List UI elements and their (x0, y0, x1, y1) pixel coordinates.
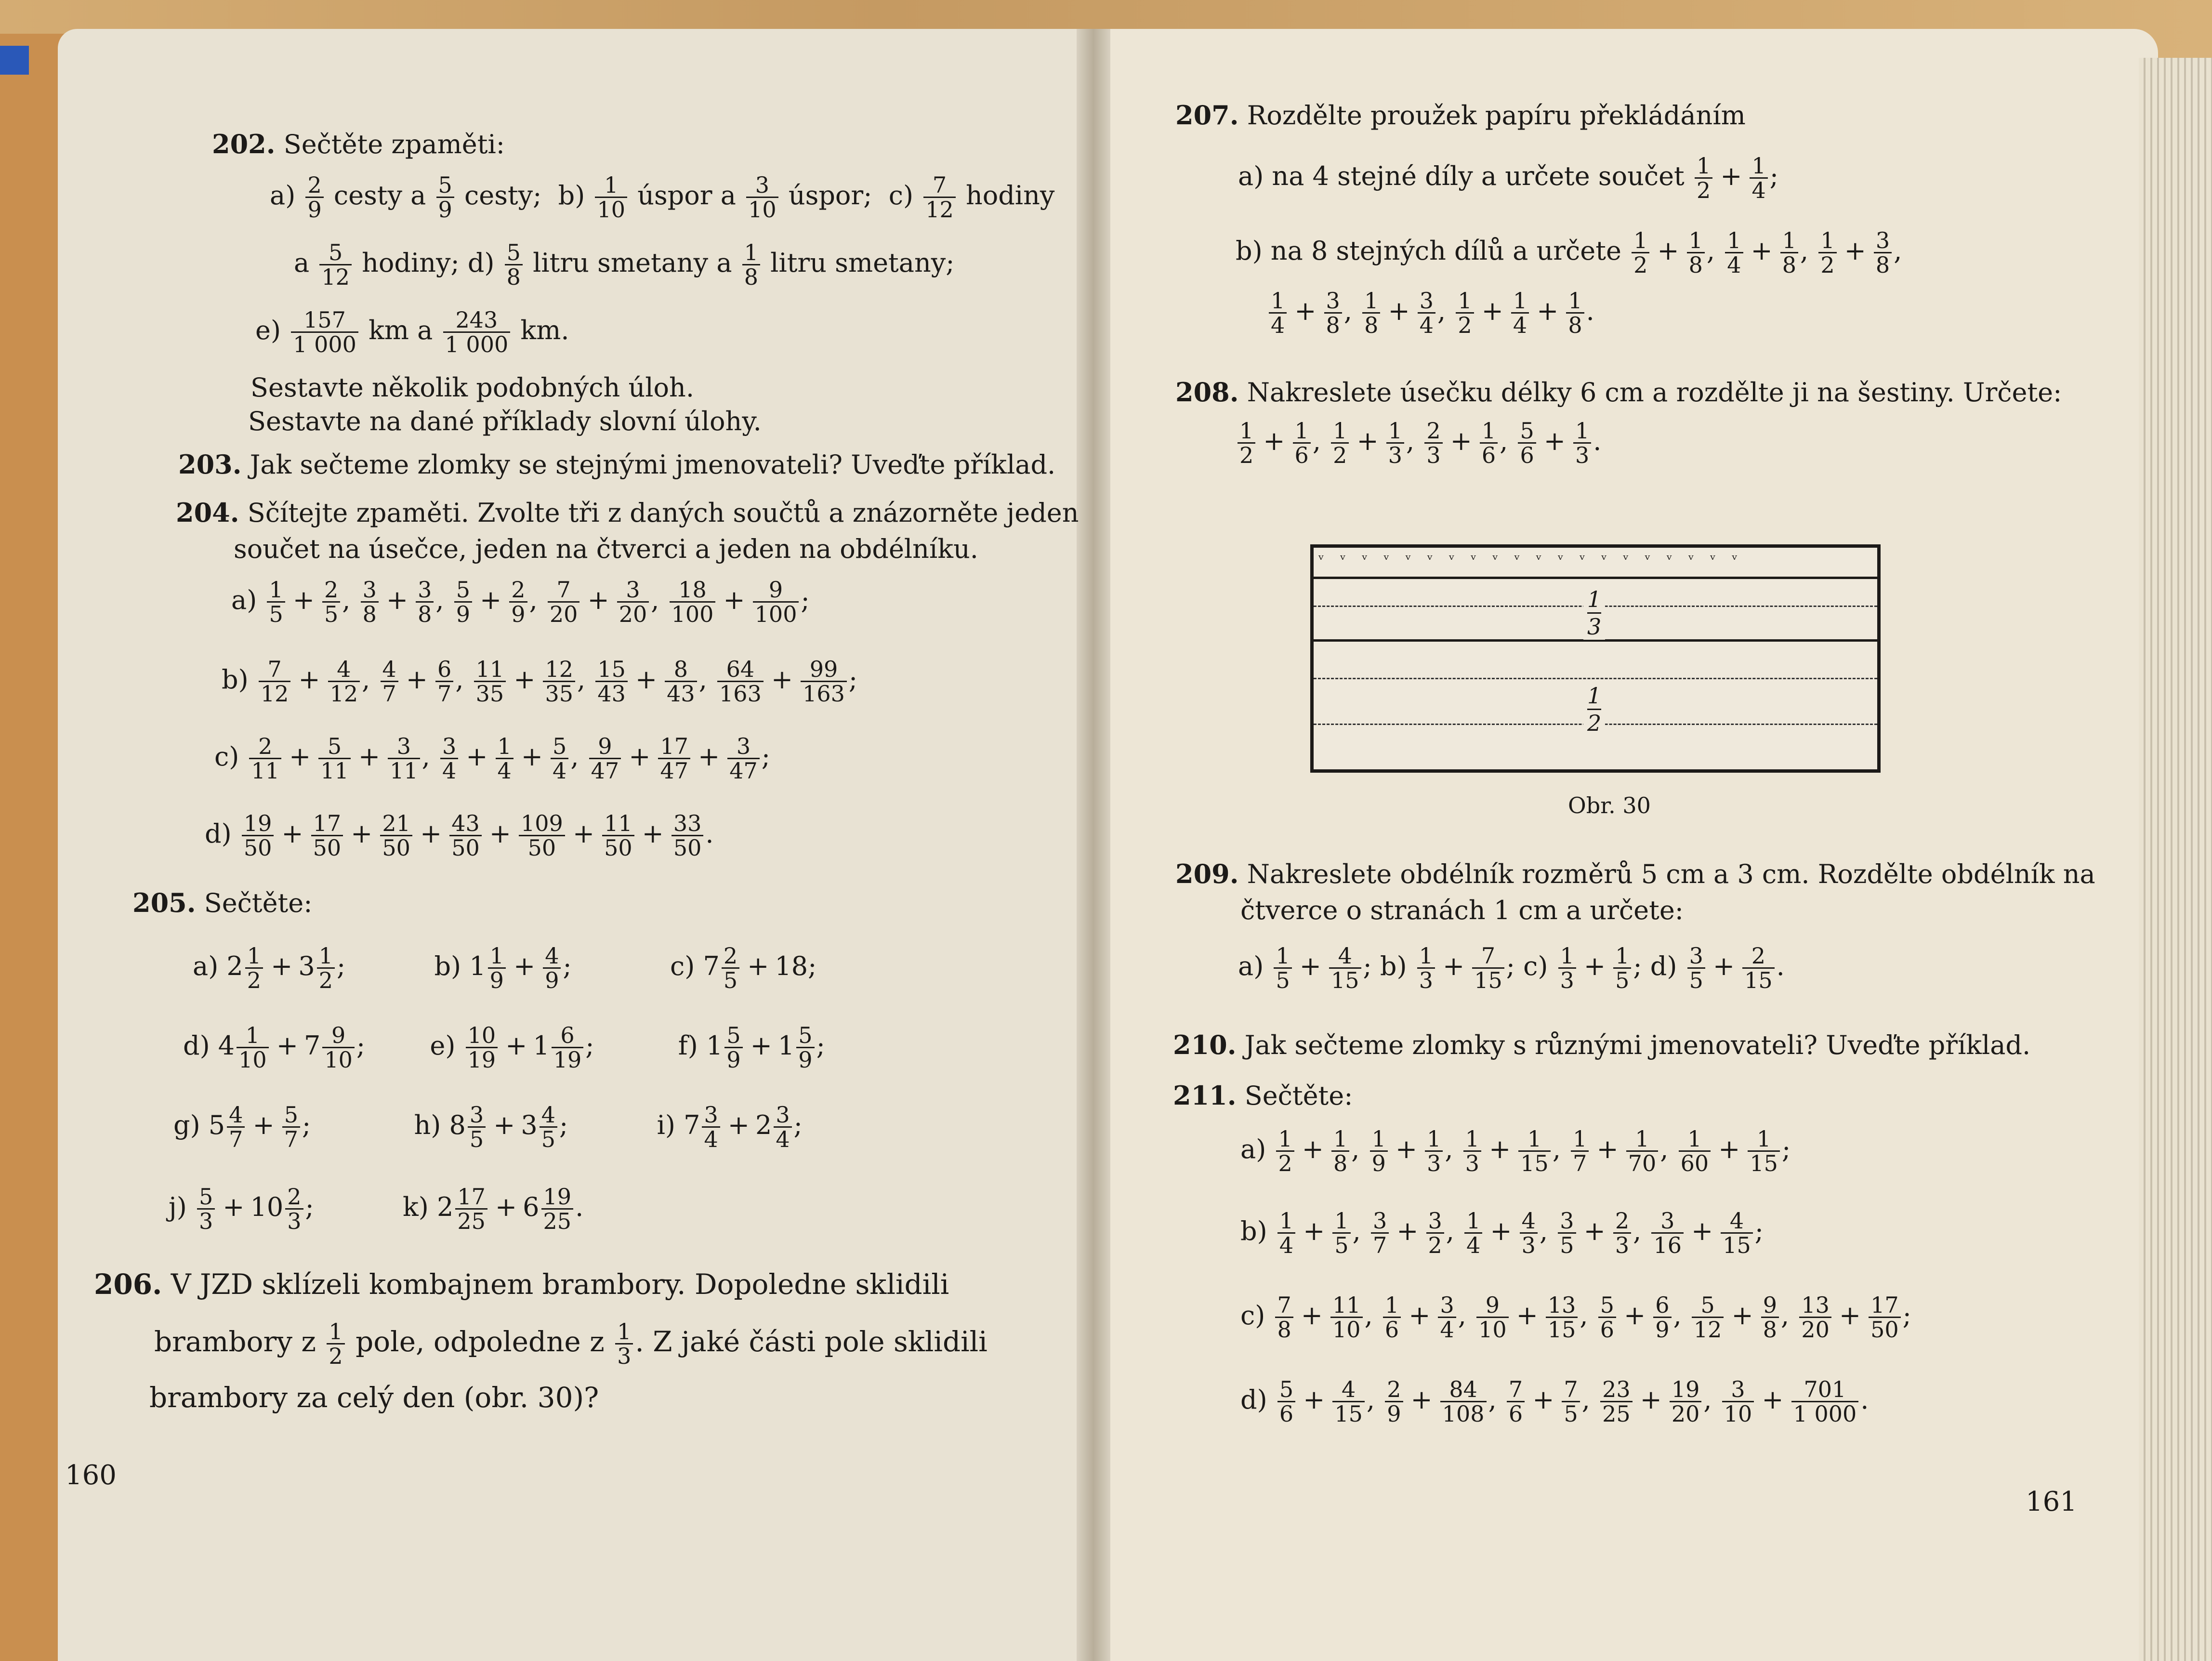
exercise-211-heading: 211. Sečtěte: (1173, 1080, 1353, 1111)
book-cover-edge (0, 34, 67, 1661)
exercise-202-line3: e) $\frac{157}{1 000}$ km a $\frac{243}{1 000}$ km. (255, 307, 569, 358)
exercise-204-d: d) $\frac{19}{50}$ + $\frac{17}{50}$ + $\frac{21}{50}$ + $\frac{43}{50}$ + $\frac{109}{50}$ + $\frac{11}{50}$ + $\frac{33}{50}$ . (205, 810, 714, 861)
exercise-207-b-line1: b) na 8 stejných dílů a určete $\frac{1}{2}$ + $\frac{1}{8}$ , $\frac{1}{4}$ + $\frac{1}{8}$ , $\frac{1}{2}$ + $\frac{3}{8}$ , (1236, 227, 1902, 278)
figure-30-field-diagram (1310, 544, 1881, 773)
exercise-207-heading: 207. Rozdělte proužek papíru překládáním (1175, 100, 1746, 131)
exercise-204-a: a) $\frac{1}{5}$ + $\frac{2}{5}$ , $\frac{3}{8}$ + $\frac{3}{8}$ , $\frac{5}{9}$ + $\frac{2}{9}$ , $\frac{7}{20}$ + $\frac{3}{20}$ , $\frac{18}{100}$ + $\frac{9}{100}$ ; (231, 577, 810, 628)
exercise-204-line1: 204. Sčítejte zpaměti. Zvolte tři z daných součtů a znázorněte jeden (176, 497, 1079, 528)
figure-label-one-half: $\frac{1}{2}$ (1583, 683, 1605, 736)
exercise-211-a: a) $\frac{1}{2}$ + $\frac{1}{8}$ , $\frac{1}{9}$ + $\frac{1}{3}$ , $\frac{1}{3}$ + $\frac{1}{15}$ , $\frac{1}{7}$ + $\frac{1}{70}$ , $\frac{1}{60}$ + $\frac{1}{15}$ ; (1240, 1126, 1791, 1177)
page-number-left: 160 (65, 1460, 117, 1491)
exercise-205-row3: g) 5 $\frac{4}{7}$ + $\frac{5}{7}$ ; h) 8 $\frac{3}{5}$ + 3 $\frac{4}{5}$ ; i) 7 $\frac{3}{4}$ + 2 $\frac{3}{4}$ ; (173, 1102, 803, 1153)
exercise-209-sums: a) $\frac{1}{5}$ + $\frac{4}{15}$ ; b) $\frac{1}{3}$ + $\frac{7}{15}$ ; c) $\frac{1}{3}$ + $\frac{1}{5}$ ; d) $\frac{3}{5}$ + $\frac{2}{15}$ . (1238, 943, 1785, 994)
figure-row-divider-1 (1314, 577, 1877, 579)
exercise-203: 203. Jak sečteme zlomky se stejnými jmenovateli? Uveďte příklad. (178, 449, 1056, 480)
exercise-208-heading: 208. Nakreslete úsečku délky 6 cm a rozdělte ji na šestiny. Určete: (1175, 377, 2062, 408)
figure-caption: Obr. 30 (1568, 792, 1651, 818)
exercise-205-heading: 205. Sečtěte: (132, 887, 313, 918)
exercise-202-line1: a) $\frac{2}{9}$ cesty a $\frac{5}{9}$ cesty; b) $\frac{1}{10}$ úspor a $\frac{3}{10}$ úspor; c) $\frac{7}{12}$ hodiny (270, 172, 1055, 223)
exercise-206-line3: brambory za celý den (obr. 30)? (149, 1381, 599, 1414)
figure-label-one-third: $\frac{1}{3}$ (1583, 586, 1605, 640)
exercise-204-line2: součet na úsečce, jeden na čtverci a jeden na obdélníku. (234, 534, 978, 564)
exercise-202-note2: Sestavte na dané příklady slovní úlohy. (248, 406, 762, 436)
exercise-205-row2: d) 4 $\frac{1}{10}$ + 7 $\frac{9}{10}$ ; e) $\frac{10}{19}$ + 1 $\frac{6}{19}$ ; f) 1 $\frac{5}{9}$ + 1 $\frac{5}{9}$ ; (183, 1022, 825, 1073)
exercise-210: 210. Jak sečteme zlomky s různými jmenovateli? Uveďte příklad. (1173, 1029, 2031, 1060)
exercise-211-b: b) $\frac{1}{4}$ + $\frac{1}{5}$ , $\frac{3}{7}$ + $\frac{3}{2}$ , $\frac{1}{4}$ + $\frac{4}{3}$ , $\frac{3}{5}$ + $\frac{2}{3}$ , $\frac{3}{16}$ + $\frac{4}{15}$ ; (1240, 1208, 1764, 1259)
exercise-204-c: c) $\frac{2}{11}$ + $\frac{5}{11}$ + $\frac{3}{11}$ , $\frac{3}{4}$ + $\frac{1}{4}$ + $\frac{5}{4}$ , $\frac{9}{47}$ + $\frac{17}{47}$ + $\frac{3}{47}$ ; (214, 733, 770, 784)
exercise-209-line2: čtverce o stranách 1 cm a určete: (1240, 895, 1684, 925)
exercise-206-line1: 206. V JZD sklízeli kombajnem brambory. Dopoledne sklidili (94, 1268, 949, 1301)
exercise-204-b: b) $\frac{7}{12}$ + $\frac{4}{12}$ , $\frac{4}{7}$ + $\frac{6}{7}$ , $\frac{11}{35}$ + $\frac{12}{35}$ , $\frac{15}{43}$ + $\frac{8}{43}$ , $\frac{64}{163}$ + $\frac{99}{163}$ ; (222, 656, 858, 707)
exercise-208-sums: $\frac{1}{2}$ + $\frac{1}{6}$ , $\frac{1}{2}$ + $\frac{1}{3}$ , $\frac{2}{3}$ + $\frac{1}{6}$ , $\frac{5}{6}$ + $\frac{1}{3}$ . (1236, 419, 1601, 467)
exercise-211-d: d) $\frac{5}{6}$ + $\frac{4}{15}$ , $\frac{2}{9}$ + $\frac{84}{108}$ , $\frac{7}{6}$ + $\frac{7}{5}$ , $\frac{23}{25}$ + $\frac{19}{20}$ , $\frac{3}{10}$ + $\frac{701}{1 000}$ . (1240, 1376, 1869, 1427)
exercise-206-line2: brambory z $\frac{1}{2}$ pole, odpoledne z $\frac{1}{3}$ . Z jaké části pole sklidili (154, 1318, 988, 1370)
book-gutter (1077, 29, 1110, 1661)
exercise-202-heading: 202. Sečtěte zpaměti: (212, 129, 505, 159)
crop-marks: ᵛᵛᵛᵛᵛᵛᵛᵛᵛᵛᵛᵛᵛᵛᵛᵛᵛᵛᵛᵛ (1318, 552, 1754, 568)
exercise-202-line2: a $\frac{5}{12}$ hodiny; d) $\frac{5}{8}$ litru smetany a $\frac{1}{8}$ litru smetany; (294, 239, 955, 290)
exercise-205-row1: a) 2 $\frac{1}{2}$ + 3 $\frac{1}{2}$ ; b) 1 $\frac{1}{9}$ + $\frac{4}{9}$ ; c) 7 $\frac{2}{5}$ + 18; (193, 943, 817, 994)
dashed-line-2 (1314, 678, 1877, 679)
page-edges (2139, 58, 2212, 1661)
exercise-209-line1: 209. Nakreslete obdélník rozměrů 5 cm a 3 cm. Rozdělte obdélník na (1175, 858, 2095, 889)
exercise-205-row4: j) $\frac{5}{3}$ + 10 $\frac{2}{3}$ ; k) 2 $\frac{17}{25}$ + 6 $\frac{19}{25}$ . (169, 1184, 584, 1235)
exercise-202-note1: Sestavte několik podobných úloh. (250, 372, 694, 403)
exercise-211-c: c) $\frac{7}{8}$ + $\frac{11}{10}$ , $\frac{1}{6}$ + $\frac{3}{4}$ , $\frac{9}{10}$ + $\frac{13}{15}$ , $\frac{5}{6}$ + $\frac{6}{9}$ , $\frac{5}{12}$ + $\frac{9}{8}$ , $\frac{13}{20}$ + $\frac{17}{50}$ ; (1240, 1292, 1911, 1343)
cover-blue-corner (0, 46, 29, 75)
exercise-207-a: a) na 4 stejné díly a určete součet $\frac{1}{2}$ + $\frac{1}{4}$ ; (1238, 153, 1778, 204)
page-number-right: 161 (2026, 1486, 2077, 1517)
exercise-207-b-line2: $\frac{1}{4}$ + $\frac{3}{8}$ , $\frac{1}{8}$ + $\frac{3}{4}$ , $\frac{1}{2}$ + $\frac{1}{4}$ + $\frac{1}{8}$ . (1267, 289, 1594, 337)
